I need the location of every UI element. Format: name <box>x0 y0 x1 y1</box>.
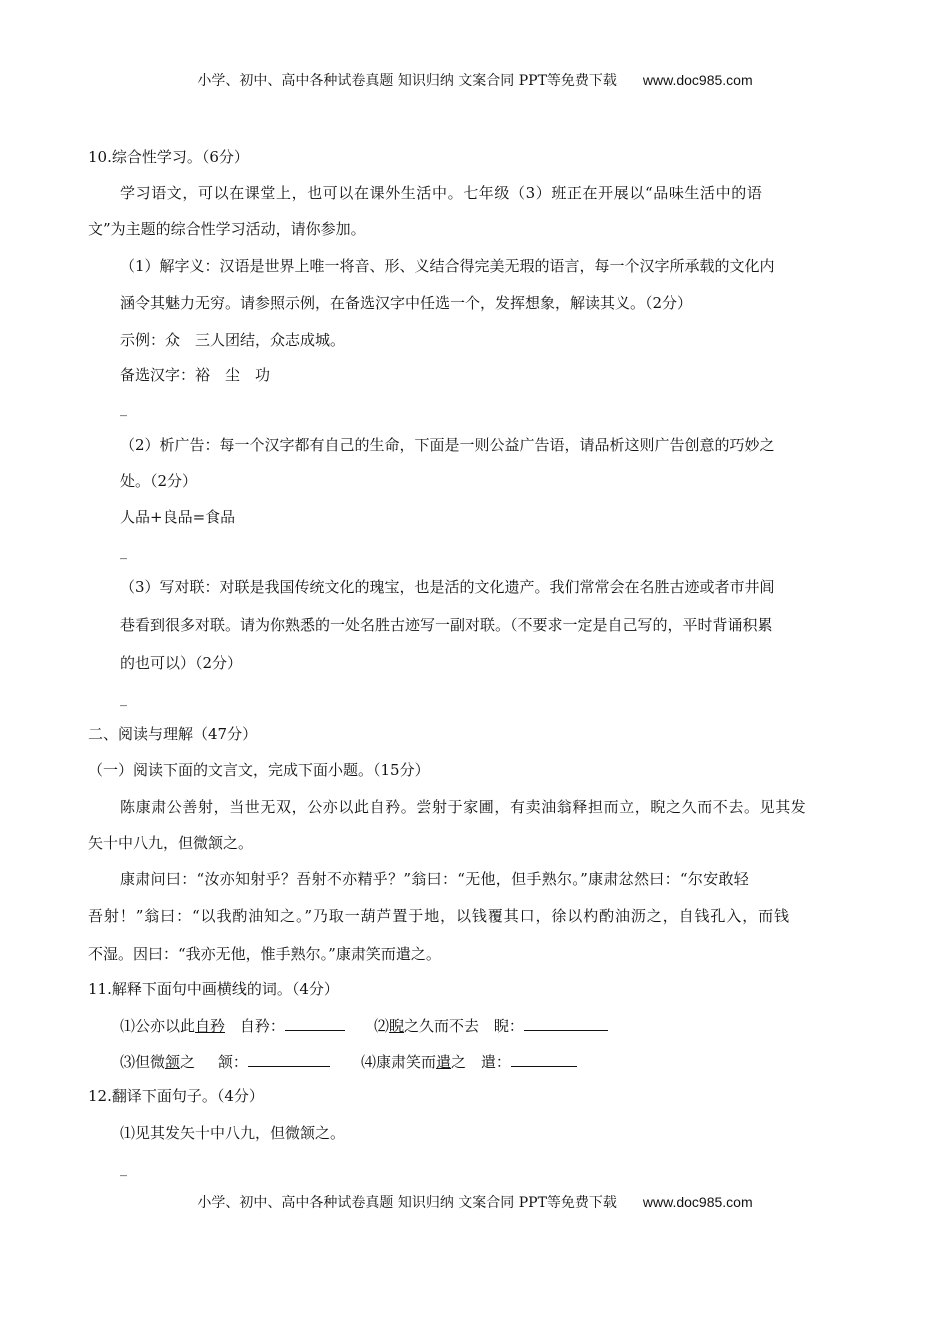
q10-part3-line1: （3）写对联：对联是我国传统文化的瑰宝，也是活的文化遗产。我们常常会在名胜古迹或者市井闾 <box>120 578 775 596</box>
section-2-sub1: （一）阅读下面的文言文，完成下面小题。（15分） <box>88 761 430 779</box>
passage-line: 吾射！”翁曰：“以我酌油知之。”乃取一葫芦置于地，以钱覆其口，徐以杓酌油沥之，自钱孔入，而钱 <box>88 907 790 925</box>
q11-item-2: ⑵睨之久而不去 睨： <box>374 1015 608 1036</box>
answer-line-4[interactable]: _ <box>120 1161 127 1177</box>
answer-line-3[interactable]: _ <box>120 691 127 707</box>
q10-part1-line2: 涵令其魅力无穷。请参照示例，在备选汉字中任选一个，发挥想象，解读其义。（2分） <box>120 294 693 312</box>
q10-part1-line1: （1）解字义：汉语是世界上唯一将音、形、义结合得完美无瑕的语言，每一个汉字所承载的文化内 <box>120 257 775 275</box>
question-11-title: 11.解释下面句中画横线的词。（4分） <box>88 980 339 998</box>
q10-part2-line1: （2）析广告：每一个汉字都有自己的生命，下面是一则公益广告语，请品析这则广告创意的巧妙之 <box>120 436 775 454</box>
q10-part2-line2: 处。（2分） <box>120 472 198 490</box>
answer-line-1[interactable]: _ <box>120 401 127 417</box>
answer-line-2[interactable]: _ <box>120 544 127 560</box>
question-12-title: 12.翻译下面句子。（4分） <box>88 1087 264 1105</box>
q10-intro-line2: 文”为主题的综合性学习活动，请你参加。 <box>88 220 366 238</box>
answer-blank[interactable] <box>524 1015 608 1031</box>
header-text: 小学、初中、高中各种试卷真题 知识归纳 文案合同 PPT等免费下载 <box>197 73 617 89</box>
passage-line: 陈康肃公善射，当世无双，公亦以此自矜。尝射于家圃，有卖油翁释担而立，睨之久而不去。见其发 <box>120 798 807 816</box>
q10-part1-example: 示例：众 三人团结，众志成城。 <box>120 331 346 349</box>
passage-line: 不湿。因曰：“我亦无他，惟手熟尔。”康肃笑而遣之。 <box>88 945 441 963</box>
underlined-word: 自矜 <box>195 1017 226 1035</box>
underlined-word: 颔 <box>165 1053 181 1071</box>
answer-blank[interactable] <box>248 1051 330 1067</box>
q10-intro-line1: 学习语文，可以在课堂上，也可以在课外生活中。七年级（3）班正在开展以“品味生活中的语 <box>120 184 763 202</box>
underlined-word: 睨 <box>389 1017 405 1035</box>
page-footer <box>0 1192 950 1213</box>
section-2-title: 二、阅读与理解（47分） <box>88 725 258 743</box>
q11-item-4: ⑷康肃笑而遣之 遣： <box>361 1051 577 1072</box>
answer-blank[interactable] <box>511 1051 577 1067</box>
q10-part3-line2: 巷看到很多对联。请为你熟悉的一处名胜古迹写一副对联。（不要求一定是自己写的，平时背诵积累 <box>120 616 773 634</box>
question-10-title: 10.综合性学习。（6分） <box>88 148 249 166</box>
passage-line: 矢十中八九，但微颔之。 <box>88 834 254 852</box>
answer-blank[interactable] <box>285 1015 345 1031</box>
q10-part1-options: 备选汉字：裕 尘 功 <box>120 366 271 384</box>
header-url[interactable]: www.doc985.com <box>642 72 753 88</box>
footer-url[interactable]: www.doc985.com <box>642 1194 753 1210</box>
footer-text: 小学、初中、高中各种试卷真题 知识归纳 文案合同 PPT等免费下载 <box>197 1195 617 1211</box>
underlined-word: 遣 <box>436 1053 452 1071</box>
q11-item-1: ⑴公亦以此自矜 自矜： <box>120 1015 345 1036</box>
q11-item-3: ⑶但微颔之 颔： <box>120 1051 330 1072</box>
page-header <box>0 70 950 91</box>
q10-part3-line3: 的也可以）（2分） <box>120 654 243 672</box>
q12-sentence-1: ⑴见其发矢十中八九，但微颔之。 <box>120 1124 346 1142</box>
passage-line: 康肃问曰：“汝亦知射乎？吾射不亦精乎？”翁曰：“无他，但手熟尔。”康肃忿然曰：“尔安敢轻 <box>120 870 750 888</box>
q10-part2-ad: 人品+良品=食品 <box>120 508 236 526</box>
